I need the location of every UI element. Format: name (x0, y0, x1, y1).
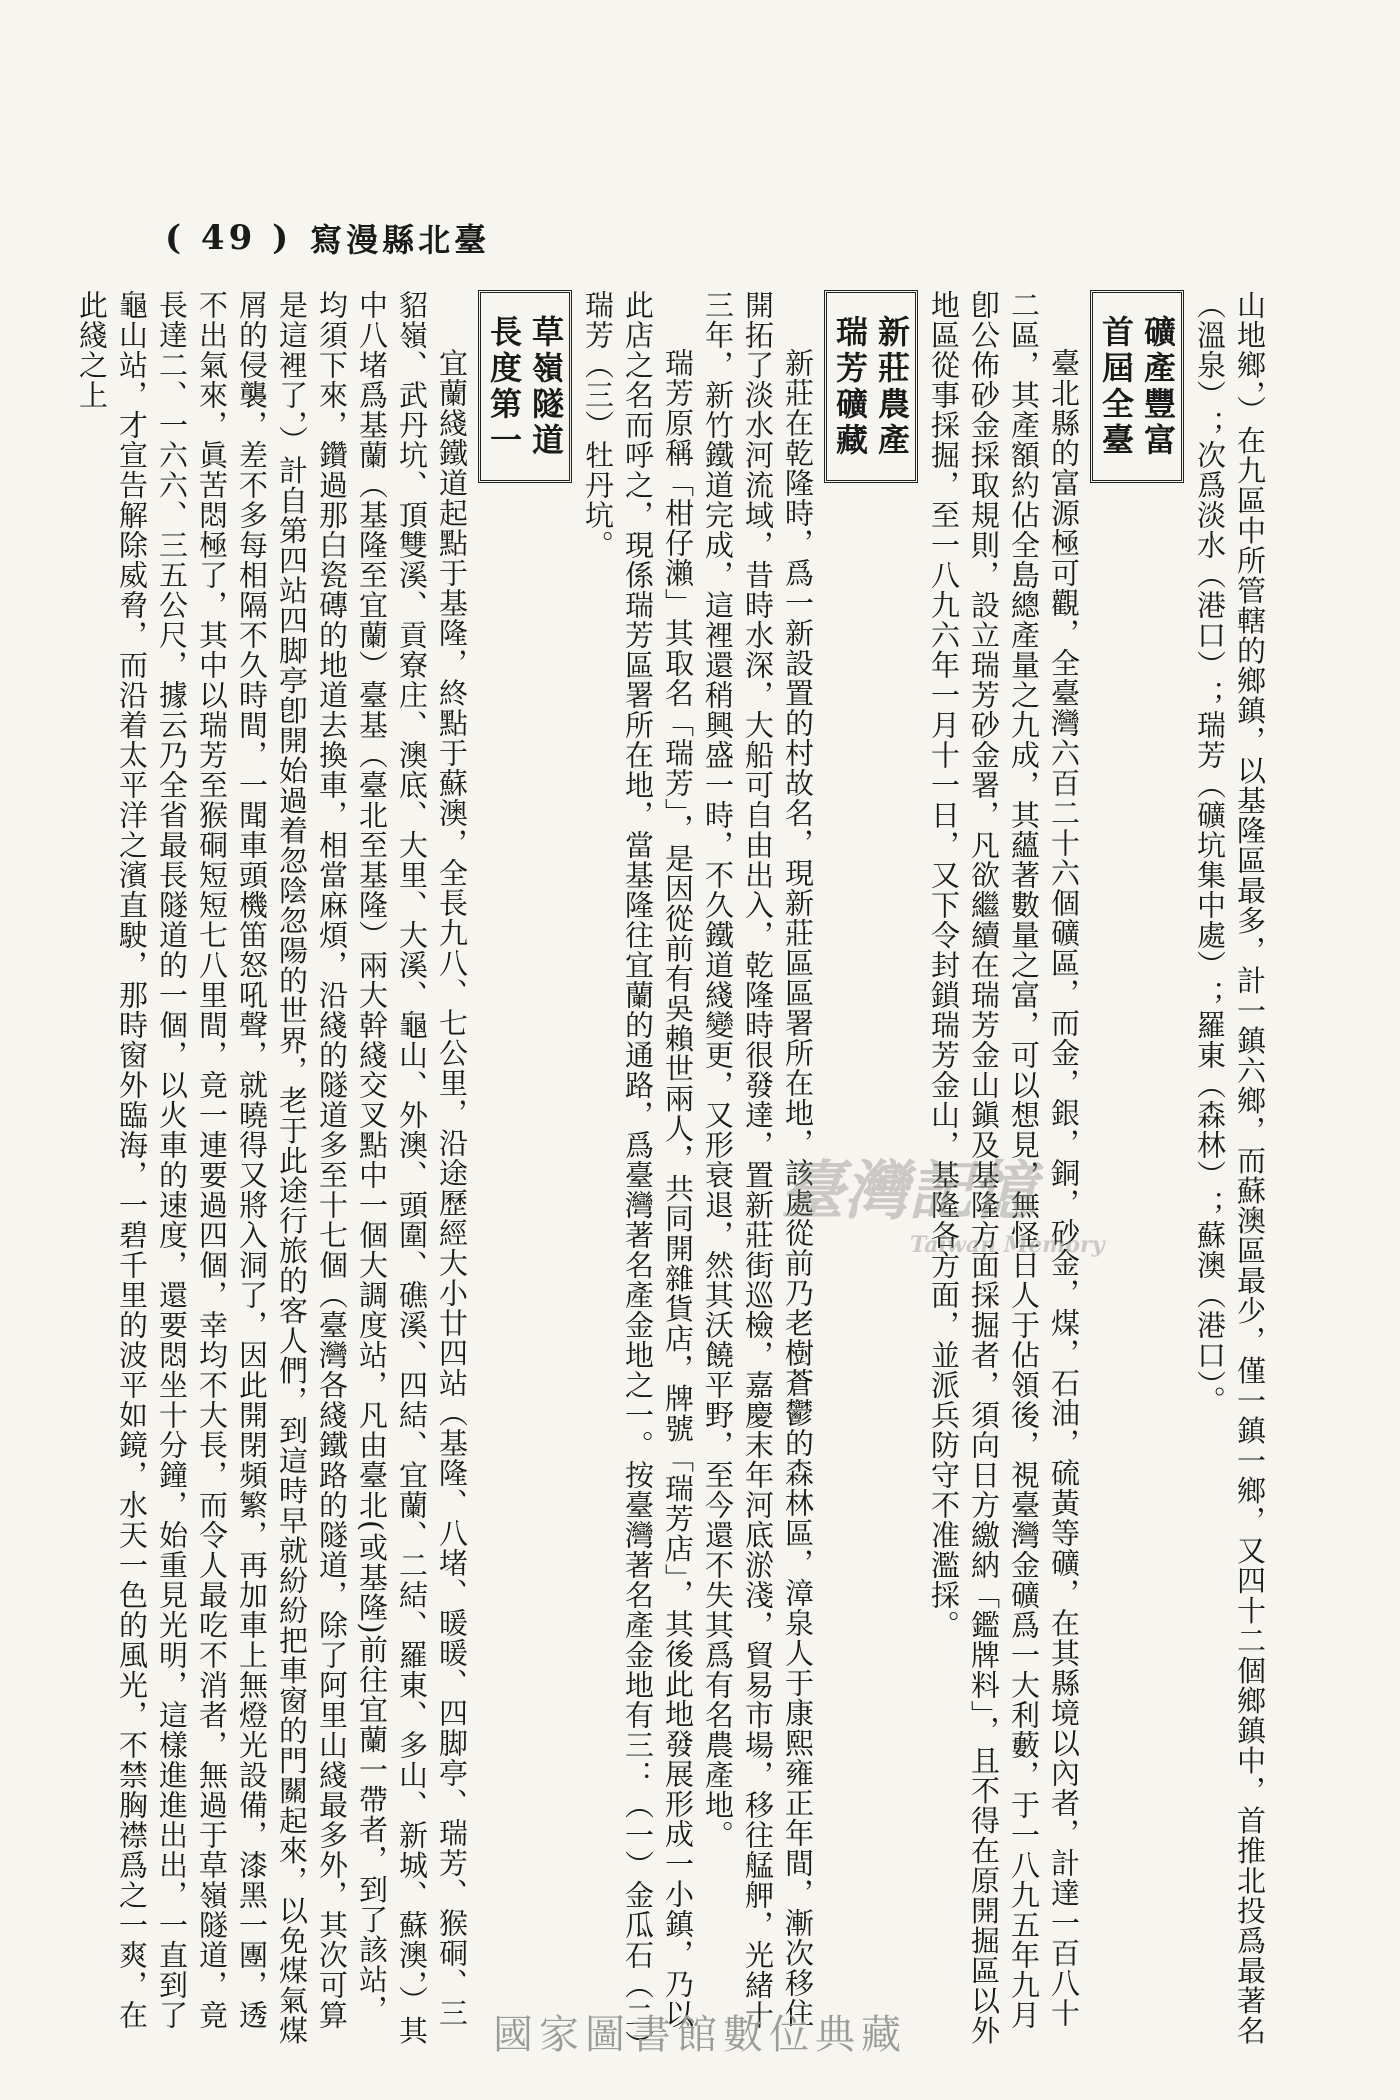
article-body (75, 290, 1270, 2050)
section-heading-xinzhuang: 新莊農產瑞芳礦藏 (824, 290, 918, 483)
paragraph-tunnel: 宜蘭綫鐵道起點于基隆，終點于蘇澳，全長九八、七公里，沿途歷經大小廿四站（基隆、八堵、暖暖、四脚亭、瑞芳、猴硐、三貂嶺、武丹坑、頂雙溪、貢寮庄、澳底、大里、大溪、龜山、外澳、頭圍、礁溪、四結、宜蘭、二結、羅東、多山、新城、蘇澳，）其中八堵爲基蘭（基隆至宜蘭）臺基（臺北至基隆）兩大幹綫交叉點中一個大調度站，凡由臺北(或基隆)前往宜蘭一帶者，到了該站，均須下來，鑽過那白瓷磚的地道去換車，相當麻煩，沿綫的隧道多至十七個（臺灣各綫鐵路的隧道，除了阿里山綫最多外，其次可算是這裡了，）計自第四站四脚亭卽開始過着忽陰忽陽的世界，老于此途行旅的客人們，到這時早就紛紛把車窗的門關起來，以免煤氣煤屑的侵襲，差不多每相隔不久時間，一聞車頭機笛怒吼聲，就曉得又將入洞了，因此開閉頻繁，再加車上無燈光設備，漆黑一團，透不出氣來，眞苦悶極了，其中以瑞芳至猴硐短短七八里間，竟一連要過四個，幸均不大長，而令人最吃不消者，無過于草嶺隧道，竟長達二、一六六、三五公尺，據云乃全省最長隧道的一個，以火車的速度，還要悶坐十分鐘，始重見光明，這樣進進出出，一直到了龜山站，才宣告解除威脅，而沿着太平洋之濱直駛，那時窗外臨海，一碧千里的波平如鏡，水天一色的風光，不禁胸襟爲之一爽，在此綫之上 (75, 290, 469, 2046)
watermark-sub-text: Taiwan Memory (910, 1232, 1105, 1258)
paragraph-ruifang: 瑞芳原稱「柑仔瀨」其取名「瑞芳」，是因從前有吳賴世兩人，共同開雜貨店，牌號「瑞芳店」，其後此地發展形成一小鎮，乃以此店之名而呼之，現係瑞芳區署所在地，當基隆往宜蘭的通路，爲臺灣著名產金地之一。按臺灣著名產金地有三：（一）金瓜石（二）瑞芳（三）牡丹坑。 (581, 290, 695, 2046)
watermark-main-text: 臺灣記憶 (780, 1154, 1036, 1229)
paragraph-mining: 臺北縣的富源極可觀，全臺灣六百二十六個礦區，而金，銀，銅，砂金，煤，石油，硫黃等礦，在其縣境以內者，計達一百八十二區，其產額約佔全島總產量之九成，其蘊著數量之富，可以想見，無怪日人于佔領後，視臺灣金礦爲一大利藪，于一八九五年九月卽公佈砂金採取規則，設立瑞芳砂金署，凡欲繼續在瑞芳金山鎭及基隆方面採掘者，須向日方繳納「鑑牌料」，且不得在原開掘區以外地區從事採掘，至一八九六年一月十一日，又下令封鎖瑞芳金山，基隆各方面，並派兵防守不准濫採。 (927, 290, 1081, 2046)
running-title: 寫漫縣北臺 (310, 221, 491, 259)
page-number: ( 49 ) (165, 218, 293, 258)
section-heading-tunnel: 草嶺隧道長度第一 (478, 290, 572, 483)
footer-credit: 國家圖書館數位典藏 (493, 2012, 907, 2058)
paragraph-xinzhuang: 新莊在乾隆時，爲一新設置的村故名，現新莊區區署所在地，該處從前乃老樹蒼鬱的森林區，漳泉人于康熙雍正年間，漸次移住開拓了淡水河流域，昔時水深，大船可自由出入，乾隆時很發達，置新莊街巡檢，嘉慶末年河底淤淺，貿易市場，移往艋舺，光緒十三年，新竹鐵道完成，這裡還稍興盛一時，不久鐵道綫變更，又形衰退，然其沃饒平野，至今還不失其爲有名農產地。 (701, 290, 815, 2030)
paragraph-intro: 山地鄉，）在九區中所管轄的鄉鎮，以基隆區最多，計一鎮六鄉，而蘇澳區最少，僅一鎮一鄉，又四十二個鄉鎮中，首推北投爲最著名（溫泉）；次爲淡水（港口）；瑞芳（礦坑集中處）；羅東（森林）；蘇澳（港口）。 (1193, 290, 1267, 2046)
running-head (165, 218, 525, 258)
section-heading-mining: 礦產豐富首屆全臺 (1090, 290, 1184, 483)
